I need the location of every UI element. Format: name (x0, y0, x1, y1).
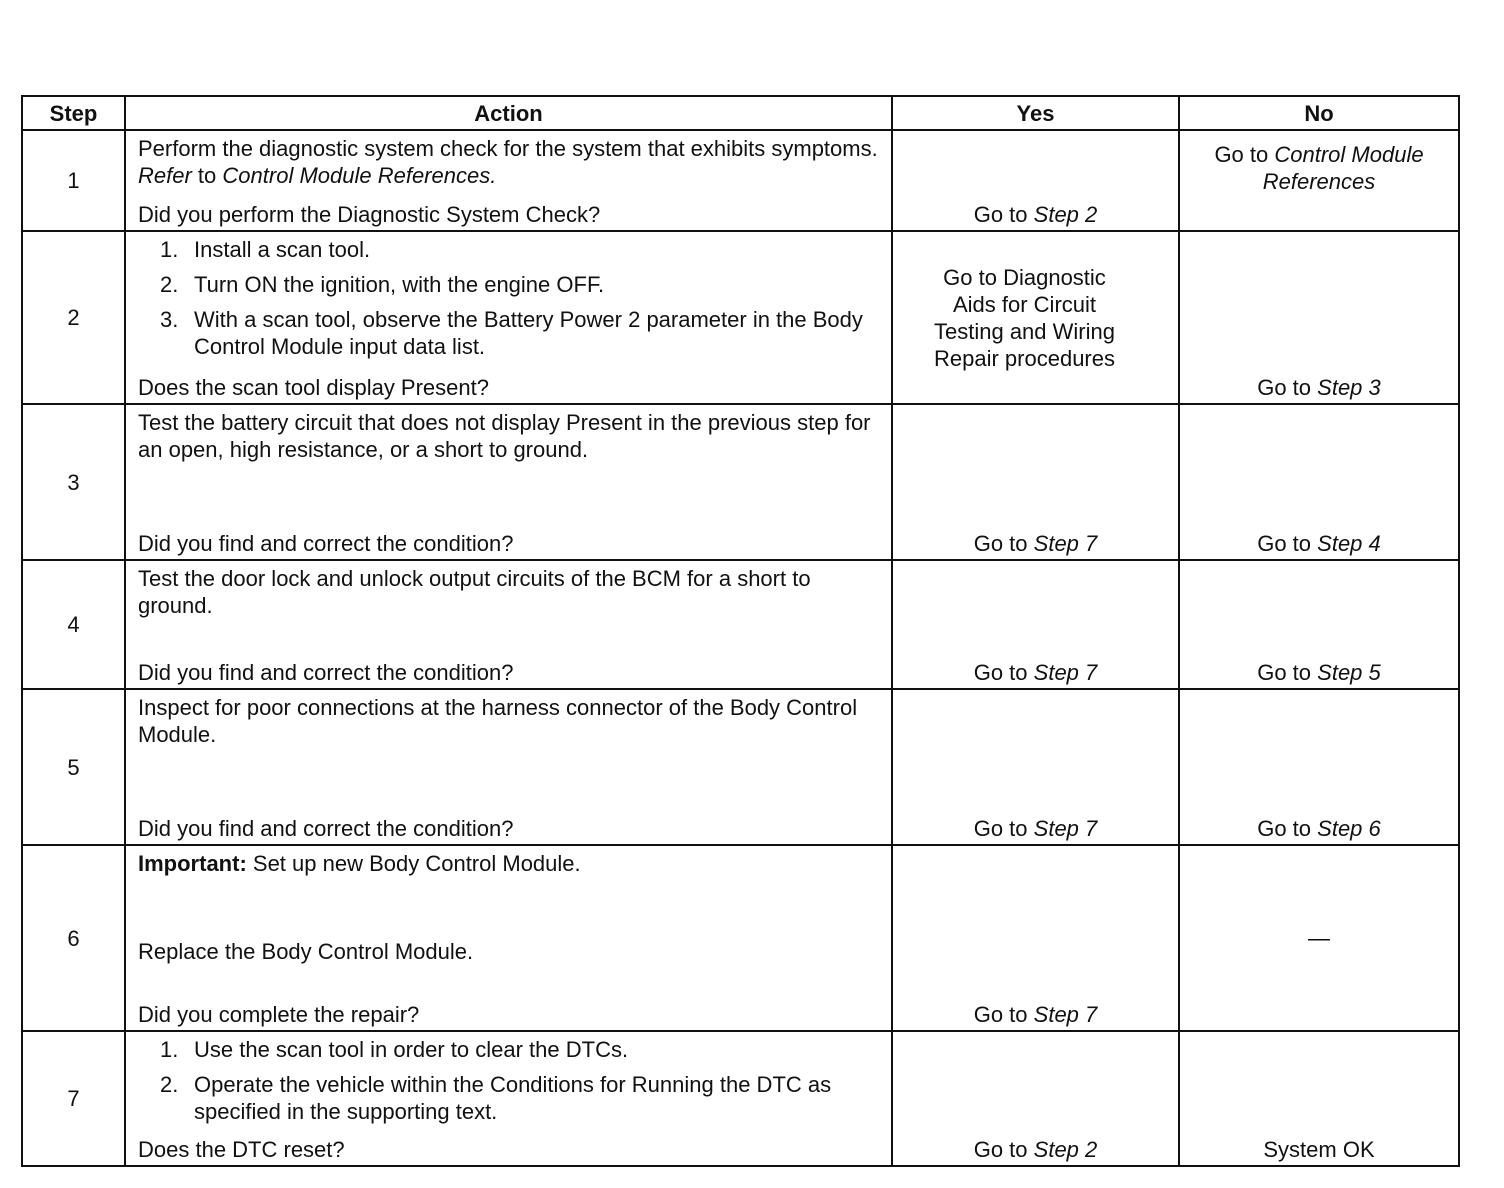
no-cell (1179, 845, 1459, 1031)
step-number: 7 (22, 1031, 125, 1166)
action-question: Did you find and correct the condition? (138, 531, 514, 556)
table-row (22, 1031, 1459, 1166)
table-row (22, 404, 1459, 560)
no-link[interactable]: Go to Step 3 (1257, 375, 1381, 400)
yes-cell (892, 231, 1179, 404)
yes-link[interactable]: Go to Step 2 (973, 202, 1098, 227)
action-text: Inspect for poor connections at the harness connector of the Body Control Module. (138, 695, 858, 747)
step-number: 4 (22, 560, 125, 689)
action-question: Did you find and correct the condition? (138, 816, 514, 841)
step-number: 6 (22, 845, 125, 1031)
action-question: Does the scan tool display Present? (138, 375, 489, 400)
action-question: Does the DTC reset? (138, 1137, 345, 1162)
list-item: 3. With a scan tool, observe the Battery Power 2 parameter in the Body Control Module input data list. (160, 307, 863, 359)
action-list (126, 232, 891, 360)
header-yes: Yes (892, 96, 1179, 130)
action-question: Did you find and correct the condition? (138, 660, 514, 685)
action-text: Replace the Body Control Module. (138, 939, 474, 964)
list-item: 2. Operate the vehicle within the Conditions for Running the DTC as specified in the supporting text. (160, 1072, 832, 1124)
action-cell (125, 404, 892, 560)
yes-link[interactable]: Go to Step 7 (973, 531, 1098, 556)
list-item: 1. Install a scan tool. (160, 237, 371, 262)
step-number: 1 (22, 130, 125, 231)
step-number: 2 (22, 231, 125, 404)
yes-link[interactable]: Go to Step 7 (973, 660, 1098, 685)
action-text: Test the battery circuit that does not display Present in the previous step for an open, high resistance, or a short to ground. (138, 410, 871, 462)
table-row (22, 845, 1459, 1031)
diagnostic-table (21, 95, 1460, 1167)
action-cell (125, 231, 892, 404)
list-item: 2. Turn ON the ignition, with the engine OFF. (160, 272, 605, 297)
no-cell (1179, 1031, 1459, 1166)
table-row (22, 689, 1459, 845)
yes-link[interactable]: Go to Step 2 (973, 1137, 1098, 1162)
yes-cell (892, 1031, 1179, 1166)
action-cell (125, 845, 892, 1031)
header-row (22, 96, 1459, 130)
action-cell (125, 130, 892, 231)
action-question: Did you perform the Diagnostic System Check? (138, 202, 601, 227)
list-item: 1. Use the scan tool in order to clear the DTCs. (160, 1037, 629, 1062)
yes-cell (892, 689, 1179, 845)
yes-link[interactable]: Go to Diagnostic Aids for Circuit Testing and Wiring Repair procedures (934, 264, 1115, 371)
no-text: — (1308, 925, 1330, 951)
header-no: No (1179, 96, 1459, 130)
no-link[interactable]: Go to Step 6 (1257, 816, 1381, 841)
header-step: Step (22, 96, 125, 130)
important-note: Important: Set up new Body Control Module. (138, 851, 581, 876)
no-link[interactable]: Go to Step 4 (1257, 531, 1381, 556)
no-cell (1179, 404, 1459, 560)
step-number: 3 (22, 404, 125, 560)
yes-link[interactable]: Go to Step 7 (973, 1002, 1098, 1027)
action-list (126, 1032, 891, 1125)
no-cell (1179, 689, 1459, 845)
yes-cell (892, 130, 1179, 231)
table-row (22, 130, 1459, 231)
action-text: Perform the diagnostic system check for the system that exhibits symptoms. Refer to Control Module References. (138, 136, 878, 188)
yes-link[interactable]: Go to Step 7 (973, 816, 1098, 841)
action-cell (125, 560, 892, 689)
header-action: Action (125, 96, 892, 130)
action-cell (125, 1031, 892, 1166)
table-row (22, 231, 1459, 404)
no-link[interactable]: Go to Control Module References (1214, 142, 1424, 194)
yes-cell (892, 845, 1179, 1031)
no-cell (1179, 560, 1459, 689)
no-text: System OK (1263, 1137, 1375, 1162)
no-link[interactable]: Go to Step 5 (1257, 660, 1381, 685)
action-cell (125, 689, 892, 845)
step-number: 5 (22, 689, 125, 845)
table-row (22, 560, 1459, 689)
no-cell (1179, 130, 1459, 231)
yes-cell (892, 404, 1179, 560)
no-cell (1179, 231, 1459, 404)
action-question: Did you complete the repair? (138, 1002, 420, 1027)
yes-cell (892, 560, 1179, 689)
action-text: Test the door lock and unlock output circuits of the BCM for a short to ground. (138, 566, 811, 618)
